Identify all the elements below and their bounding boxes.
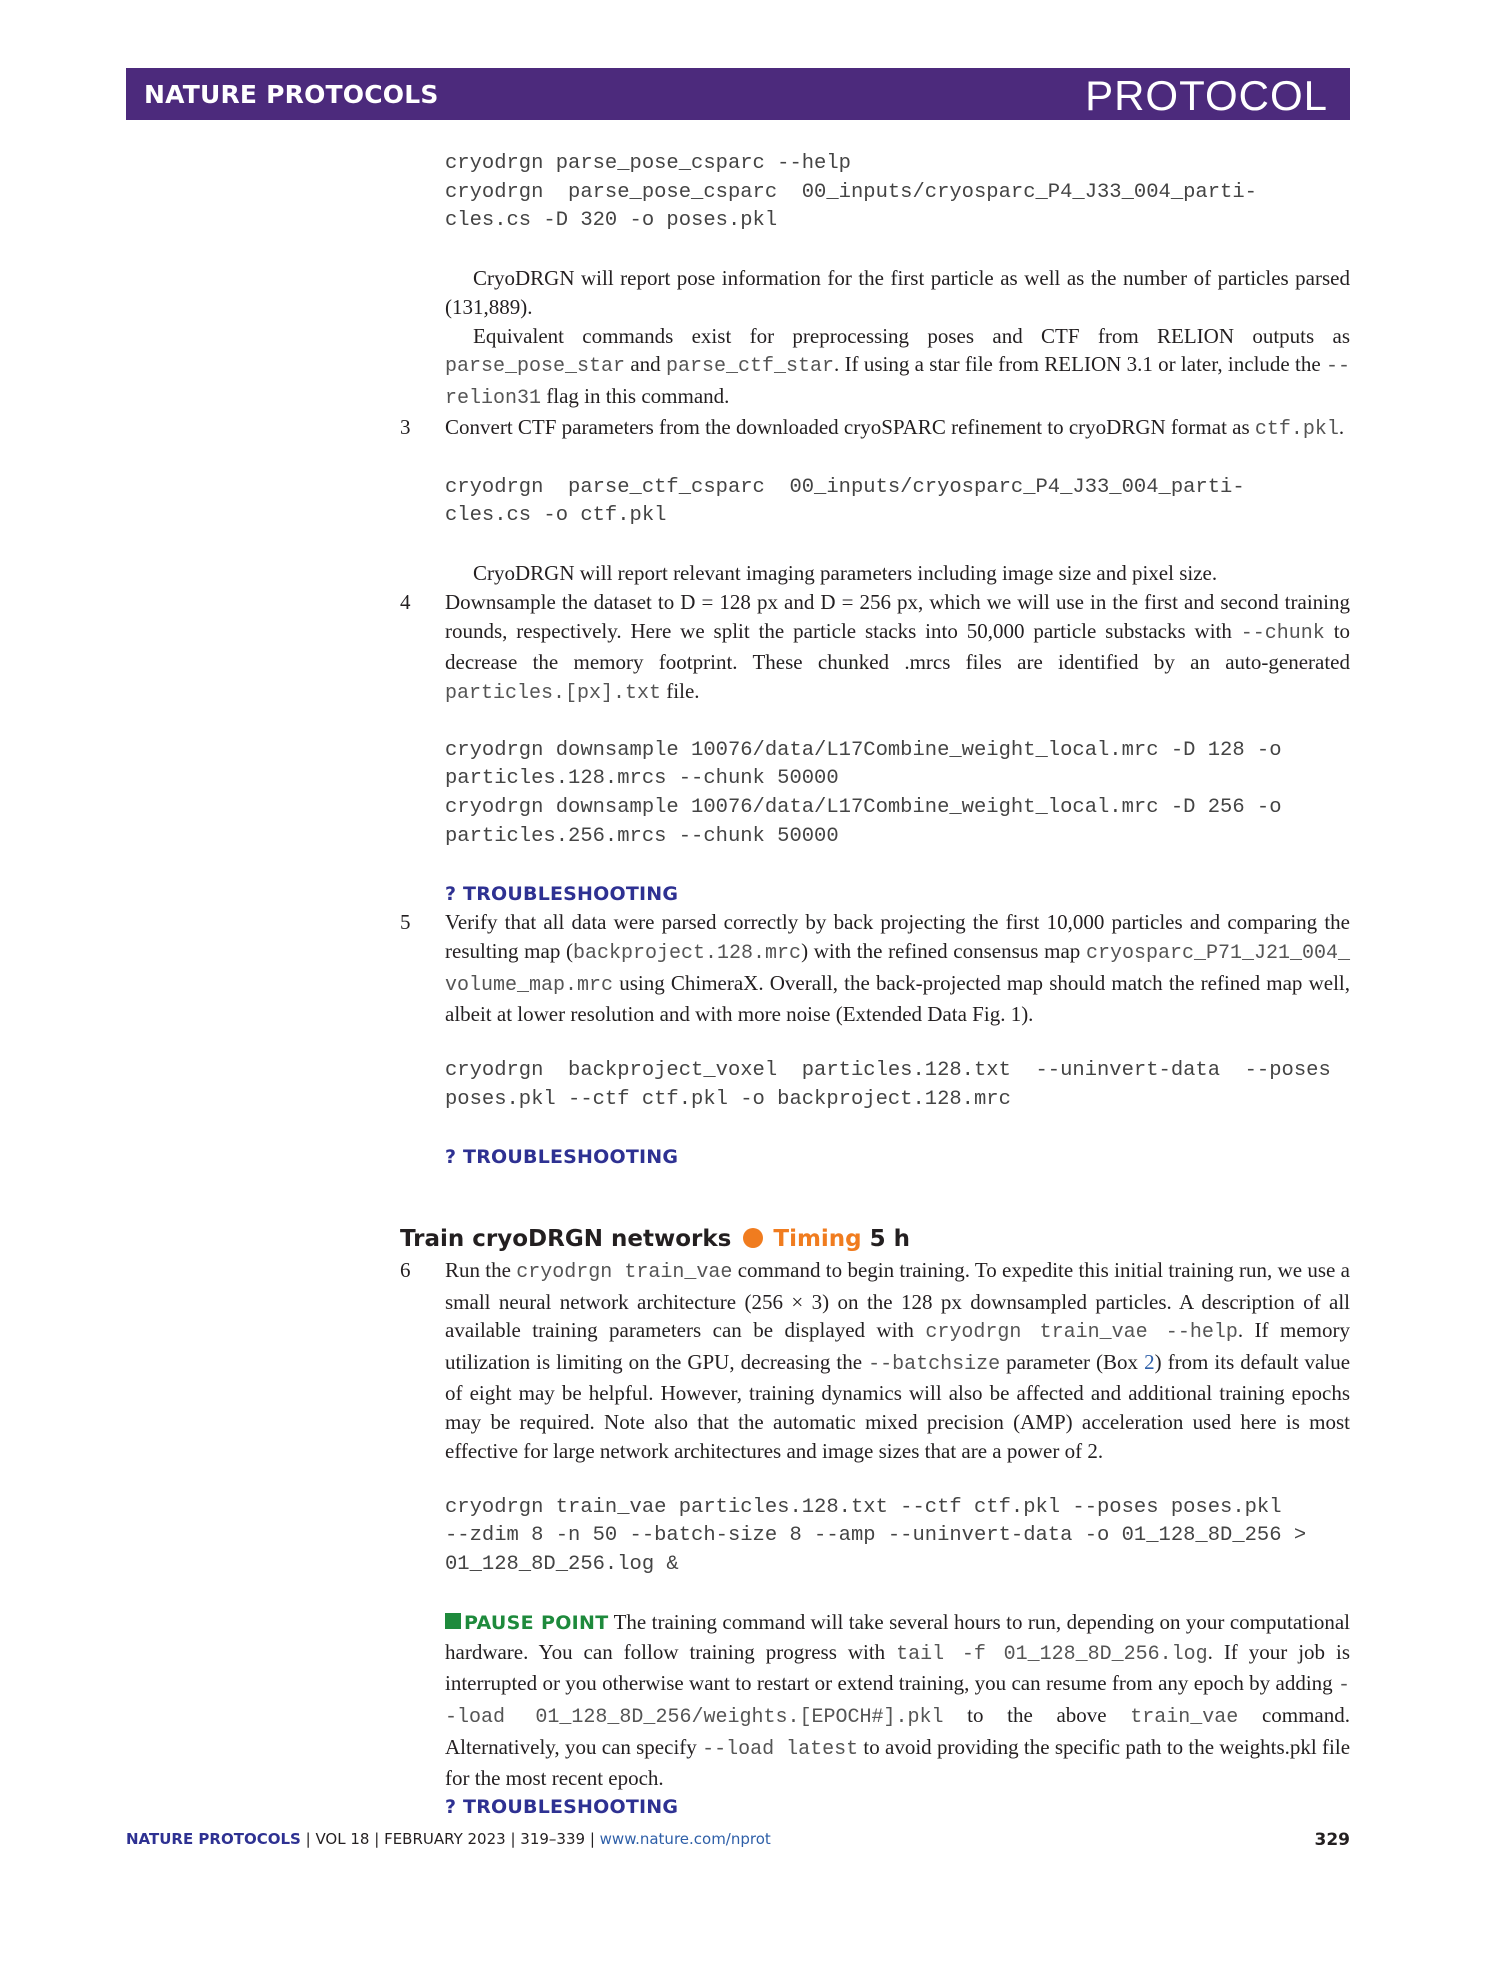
footer-date: FEBRUARY 2023 — [384, 1830, 506, 1848]
code-backproject: cryodrgn backproject_voxel particles.128.txt --uninvert-data --poses poses.pkl --ctf ctf.pkl -o backproject.128.mrc — [445, 1059, 1331, 1111]
footer-url-link[interactable]: www.nature.com/nprot — [599, 1830, 771, 1848]
section-title: Train cryoDRGN networks — [400, 1226, 732, 1252]
footer-journal: NATURE PROTOCOLS — [126, 1830, 301, 1848]
pause-point-paragraph: PAUSE POINT The training command will take several hours to run, depending on your computational hardware. You can follow training progress with tail -f 01_128_8D_256.log. If your job is interrupted or you otherwise want to restart or extend training, you can resume from any epoch by adding --load 01_128_8D_256/weights.[EPOCH#].pkl to the above train_vae command. Alternatively, you can specify --load latest to avoid providing the specific path to the weights.pkl file for the most recent epoch. — [445, 1610, 1351, 1791]
code-train-vae: cryodrgn train_vae particles.128.txt --ctf ctf.pkl --poses poses.pkl --zdim 8 -n 50 --batch-size 8 --amp --uninvert-data -o 01_128_8D_256 > 01_128_8D_256.log & — [445, 1495, 1307, 1576]
step-5: 5 Verify that all data were parsed correctly by back projecting the first 10,000 particles and comparing the resulting map (backproject.128.mrc) with the refined consensus map cryosparc_P71_J21_004_volume_map.mrc using ChimeraX. Overall, the back-projected map should match the refined map well, albeit at lower resolution and with more noise (Extended Data Fig. 1). — [400, 910, 1350, 1027]
step-4: 4 Downsample the dataset to D = 128 px and D = 256 px, which we will use in the first and second training rounds, respectively. Here we split the particle stacks into 50,000 particle substacks with --chunk to decrease the memory footprint. These chunked .mrcs files are identified by an auto-generated particles.[px].txt file. — [400, 589, 1351, 705]
article-type: PROTOCOL — [1085, 72, 1328, 119]
box-link[interactable]: 2 — [1144, 1349, 1155, 1374]
timing-label: Timing — [773, 1226, 862, 1252]
step-3: 3 Convert CTF parameters from the downloaded cryoSPARC refinement to cryoDRGN format as ctf.pkl. — [400, 415, 1345, 442]
step-number: 3 — [400, 415, 411, 440]
train-section-column — [400, 1256, 1351, 1821]
troubleshooting-link[interactable]: ? TROUBLESHOOTING — [445, 1795, 679, 1818]
pause-point-label: PAUSE POINT — [464, 1612, 609, 1635]
timing-duration: 5 h — [869, 1226, 911, 1252]
main-column — [400, 150, 1351, 1172]
step-number: 6 — [400, 1258, 411, 1282]
code-parse-pose: cryodrgn parse_pose_csparc --help cryodrgn parse_pose_csparc 00_inputs/cryosparc_P4_J33_004_parti- cles.cs -D 320 -o poses.pkl — [445, 152, 1257, 233]
troubleshooting-link[interactable]: ? TROUBLESHOOTING — [445, 1146, 679, 1169]
equivalent-commands-paragraph: Equivalent commands exist for preprocessing poses and CTF from RELION outputs as parse_pose_star and parse_ctf_star. If using a star file from RELION 3.1 or later, include the --relion31 flag in this command. — [445, 323, 1351, 410]
page-footer: NATURE PROTOCOLS | VOL 18 | FEBRUARY 2023 | 319–339 | www.nature.com/nprot 329 — [126, 1830, 1350, 1850]
footer-volume: VOL 18 — [315, 1830, 370, 1848]
page-number: 329 — [1314, 1830, 1350, 1850]
timing-dot-icon — [743, 1228, 763, 1248]
journal-name: NATURE PROTOCOLS — [144, 80, 439, 109]
code-downsample: cryodrgn downsample 10076/data/L17Combine_weight_local.mrc -D 128 -o particles.128.mrcs --chunk 50000 cryodrgn downsample 10076/data/L17Combine_weight_local.mrc -D 256 -o particles.256.mrcs --chunk 50000 — [445, 738, 1282, 848]
troubleshooting-link[interactable]: ? TROUBLESHOOTING — [445, 882, 679, 905]
pause-square-icon — [445, 1613, 461, 1629]
step-6: 6 Run the cryodrgn train_vae command to begin training. To expedite this initial training run, we use a small neural network architecture (256 × 3) on the 128 px downsampled particles. A description of all available training parameters can be displayed with cryodrgn train_vae --help. If memory utilization is limiting on the GPU, decreasing the --batchsize parameter (Box 2) from its default value of eight may be helpful. However, training dynamics will also be affected and additional training epochs may be required. Note also that the automatic mixed precision (AMP) acceleration used here is most effective for large network architectures and image sizes that are a power of 2. — [400, 1258, 1351, 1463]
journal-header-bar — [126, 68, 1350, 120]
section-heading — [400, 1226, 910, 1252]
footer-pages: 319–339 — [520, 1830, 586, 1848]
pose-report-paragraph: CryoDRGN will report pose information for the first particle as well as the number of particles parsed (131,889). — [445, 266, 1350, 319]
code-parse-ctf: cryodrgn parse_ctf_csparc 00_inputs/cryosparc_P4_J33_004_parti- cles.cs -o ctf.pkl — [445, 475, 1245, 528]
step-number: 5 — [400, 910, 411, 935]
step-number: 4 — [400, 589, 411, 614]
imaging-report-paragraph: CryoDRGN will report relevant imaging parameters including image size and pixel size. — [473, 561, 1218, 586]
